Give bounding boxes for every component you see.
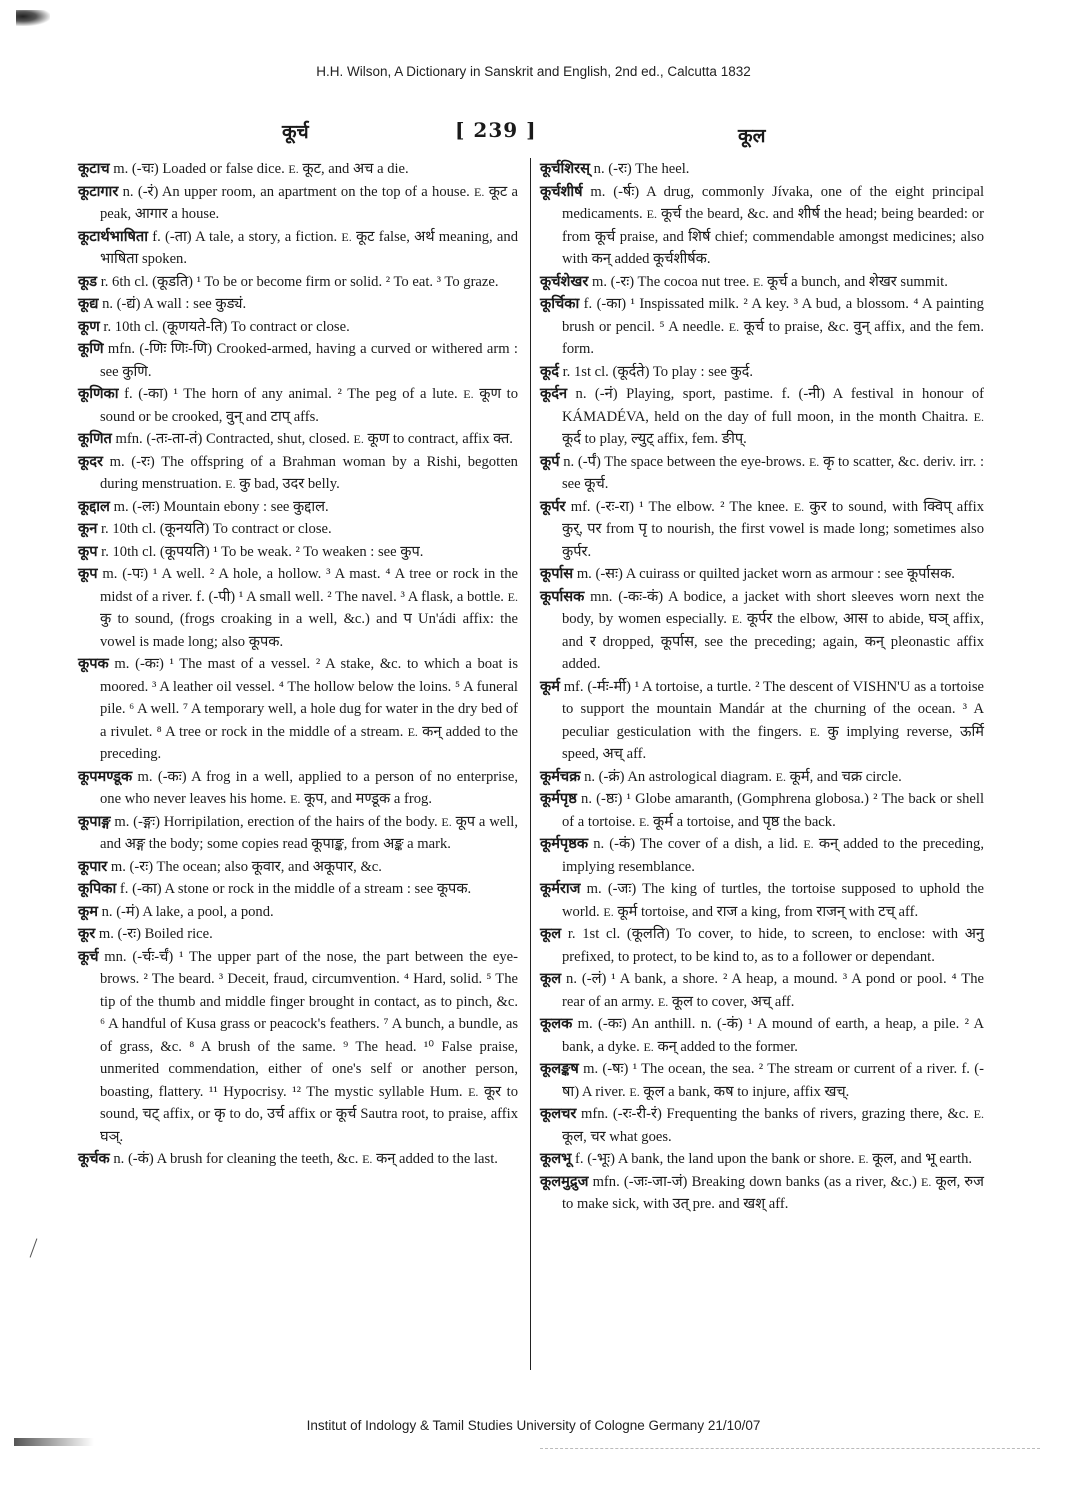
definition: Playing, sport, pastime. f. (-नी) A festival in honour of KÁMADÉVA, held on the day of full moon, in the month Chaitra. [562,386,985,425]
headword: कूलमुद्रुज [540,1173,589,1190]
grammar-info: r. 10th cl. (कूनयति) [100,521,210,537]
digitization-credit: Institut of Indology & Tamil Studies University of Cologne Germany 21/10/07 [306,1418,761,1433]
grammar-info: n. (-र्पं) [563,453,601,470]
grammar-info: n. (-कं) [113,1151,154,1167]
headword: कूर्पास [540,566,574,582]
definition: A bank, the land upon the bank or shore. [617,1151,855,1167]
dictionary-entry [78,181,518,226]
grammar-info: mn. (-र्चः-र्चं) [104,948,174,965]
definition: An astrological diagram. [627,768,772,785]
etymology-marker: E. [441,814,452,829]
headword: कूड [78,273,98,290]
grammar-info: m. (-र्षः) [590,183,640,200]
dictionary-entry [540,766,984,789]
etymology-marker: E. [639,814,650,829]
definition: The space between the eye-brows. [604,453,806,470]
etymology: कूट false, अर्थ meaning, and भाषिता spoken. [100,228,518,267]
grammar-info: mf. (-र्मः-र्मी) [563,678,631,695]
dictionary-entry [540,1103,984,1148]
dictionary-entry [540,451,984,496]
grammar-info: m. (-रः) [110,858,154,875]
etymology-marker: E. [728,319,740,334]
headword: कूणित [78,431,112,447]
grammar-info: mfn. (-णिः णिः-णि) [107,341,213,357]
definition: A cuirass or quilted jacket worn as armour : see कूर्पासक. [625,566,955,582]
grammar-info: n. (-क्रं) [584,768,625,785]
scan-artifact-line [540,1448,1040,1450]
etymology: कुर to sound, with क्विप् affix कुर्, पर from पृ to nourish, the first vowel is made long; sometimes also कुर्पर. [562,498,985,560]
dictionary-entry [540,1148,984,1171]
grammar-info: f. (-का) [583,296,627,312]
dictionary-entry [78,766,518,811]
etymology: कूप a well, and अङ्ग the body; some copies read कूपाङ्क, from अङ्क a mark. [100,813,518,852]
left-column [78,158,518,1171]
headword: कूटाच [78,161,110,177]
dictionary-entry [540,878,984,923]
etymology: कूल a bank, कष to injure, affix खच्. [643,1083,850,1100]
headword: कूर्चिका [540,296,580,312]
etymology-marker: E. [731,612,743,626]
headword: कूर [78,926,96,942]
headword: कूर्चशीर्ष [540,183,583,200]
dictionary-entry [540,1013,984,1058]
headword: कूणिका [78,386,119,402]
headword: कूणि [78,341,104,357]
etymology: कु implying reverse, ऊर्मि speed, अच् aff. [562,723,984,762]
definition: Contracted, shut, closed. [205,431,350,447]
grammar-info: f. (-ता) [152,228,192,245]
dictionary-entry [540,181,984,271]
etymology-marker: E. [808,454,820,469]
grammar-info: m. (-रः) [109,453,155,470]
etymology-marker: E. [921,1174,932,1189]
headword: कूल [540,926,562,942]
etymology-marker: E. [353,432,364,446]
definition: The ocean; also कूवार, and अकूपार, &c. [156,858,382,875]
grammar-info: m. (-रः) [591,273,635,290]
headword: कूपार [78,858,108,875]
dictionary-entry [78,541,518,564]
etymology: कन् added to the former. [657,1038,798,1055]
grammar-info: mfn. (-रः-री-रं) [581,1106,662,1122]
grammar-info: f. (-भूः) [575,1151,615,1167]
headword: कूर्मपृष्ठक [540,836,589,852]
headword: कूर्म [540,678,560,695]
dictionary-entry [540,271,984,294]
definition: ¹ A tortoise, a turtle. ² The descent of VISHN'U as a tortoise to support the mountain Mandár at the churning of the ocean. ³ A peculiar gesticulation with the fingers. [562,678,984,740]
etymology: कूल, चर what goes. [562,1128,672,1145]
headword: कूर्चक [78,1151,110,1167]
definition: To contract or close. [230,318,350,335]
headword: कूर्पासक [540,588,585,605]
etymology: कन् added to the preceding. [100,723,519,762]
definition: ¹ Inspissated milk. ² A key. ³ A bud, a blossom. ⁴ A painting brush or pencil. ⁵ A needle. [562,296,984,335]
grammar-info: r. 1st cl. (कूर्दते) [562,363,650,380]
headword: कूर्पर [540,498,566,515]
dictionary-entry [540,923,984,968]
etymology-marker: E. [290,792,301,806]
dictionary-entry [540,1171,984,1216]
right-column [540,158,984,1216]
grammar-info: mfn. (-जः-जा-जं) [592,1173,688,1190]
etymology-marker: E. [288,162,299,176]
source-citation: H.H. Wilson, A Dictionary in Sanskrit and English, 2nd ed., Calcutta 1832 [316,64,751,79]
etymology-marker: E. [474,184,485,199]
dictionary-entry [78,158,518,181]
dictionary-entry [78,271,518,294]
grammar-info: r. 6th cl. (कूडति) [100,273,193,290]
headword: कूर्च [78,948,99,965]
headword: कूप [78,543,98,560]
grammar-info: m. (-षः) [583,1061,629,1077]
etymology: कन् added to the preceding, implying resemblance. [562,836,984,875]
grammar-info: m. (-कः) [577,1016,627,1032]
definition: The king of turtles, the tortoise supposed to uphold the world. [562,881,984,920]
headword: कूर्चशिरस् [540,161,591,177]
grammar-info: n. (-नं) [575,386,618,402]
headword: कूद्य [78,296,99,312]
definition: A wall : see कुड्यं. [143,296,247,312]
definition: ¹ The ocean, the sea. ² The stream or current of a river. f. (-षा) A river. [562,1061,984,1100]
etymology-marker: E. [793,499,805,514]
etymology-marker: E. [507,589,518,604]
definition: A brush for cleaning the teeth, &c. [156,1151,359,1167]
dictionary-entry [540,361,984,384]
grammar-info: m. (-जः) [586,881,637,897]
etymology-marker: E. [463,387,474,401]
etymology-marker: E. [858,1152,869,1166]
etymology: कु bad, उदर belly. [239,476,340,492]
dictionary-entry [540,383,984,451]
etymology: कूर्म, and चक्र circle. [789,768,902,785]
definition: The heel. [635,161,690,177]
grammar-info: m. (-पः) [102,566,149,582]
etymology: कूल to cover, अच् aff. [671,993,795,1010]
definition: Frequenting the banks of rivers, grazing there, &c. [666,1106,969,1122]
grammar-info: n. (-रः) [593,161,632,177]
etymology: कन् added to the last. [376,1151,498,1167]
left-guide-word: कूर्च [282,121,309,143]
definition: An anthill. n. (-कं) ¹ A mound of earth, a heap, a pile. ² A bank, a dyke. [562,1016,985,1055]
etymology: कु to sound, (frogs croaking in a well, &c.) and प Un'ádi affix: the vowel is made long; also कूपक. [100,611,518,650]
definition: A drug, commonly Jívaka, one of the eight principal medicaments. [562,183,985,222]
headword: कूपाङ्ग [78,813,111,830]
etymology-marker: E. [603,904,614,919]
headword: कूम [78,903,98,920]
definition: The cocoa nut tree. [637,273,750,290]
etymology: कूल, and भू earth. [872,1151,973,1167]
headword: कूर्दन [540,386,568,402]
definition: ¹ The upper part of the nose, the part between the eye-brows. ² The beard. ³ Deceit, fraud, circumvention. ⁴ Hard, solid. ⁵ The tip of the thumb and middle finger brought in contact, as to pinch, &c. ⁶ A handful of Kusa grass or peacock's feathers. ⁷ A bunch, a bundle, as of grass, &c. ⁸ A brush of the same. ⁹ The head. ¹⁰ False praise, unmerited commendation, either of one's self or another person, boasting, flattery. ¹¹ Hypocrisy. ¹² The mystic syllable Hum. [100,948,518,1100]
grammar-info: mf. (-रः-रा) [570,498,634,515]
etymology: कूर्च a bunch, and शेखर summit. [767,273,948,290]
scan-artifact-top-left [16,10,50,26]
etymology-marker: E. [407,724,418,739]
etymology-marker: E. [629,1084,640,1099]
definition: The cover of a dish, a lid. [639,836,799,852]
dictionary-entry [78,428,518,451]
dictionary-entry [78,451,518,496]
definition: A lake, a pool, a pond. [142,903,274,920]
dictionary-entry [540,1058,984,1103]
etymology: कूर्म tortoise, and राज a king, from राजन् with टच् aff. [617,903,919,920]
etymology: कूप, and मण्डूक a frog. [304,791,433,807]
etymology-marker: E. [775,769,786,784]
grammar-info: f. (-का) [119,881,162,897]
headword: कूपमण्डूक [78,768,133,785]
definition: A bodice, a jacket with short sleeves worn next the body, by women especially. [562,588,985,627]
headword: कूर्मचक्र [540,768,581,785]
etymology: कूट a peak, आगार a house. [100,183,519,222]
definition: ¹ A bank, a shore. ² A heap, a mound. ³ A pond or pool. ⁴ The rear of an army. [562,971,984,1010]
definition: ¹ The horn of any animal. ² The peg of a lute. [173,386,458,402]
dictionary-entry [540,788,984,833]
grammar-info: m. (-चः) [113,161,159,177]
headword: कूण [78,318,100,335]
grammar-info: n. (-द्यं) [102,296,141,312]
page-number: [ 239 ] [455,118,537,142]
definition: Boiled rice. [144,926,213,942]
grammar-info: mfn. (-तः-ता-तं) [115,431,203,447]
dictionary-entry [78,923,518,946]
scan-artifact-bottom-left [14,1438,94,1446]
etymology-marker: E. [646,207,657,221]
etymology-marker: E. [468,1084,479,1099]
etymology: कूर्च the beard, &c. and शीर्ष the head; being bearded: or from कूर्च praise, and शिर्ष chief; commendable amongst medicines; also with कन् added कूर्चशीर्षक. [562,206,985,267]
definition: The offspring of a Brahman woman by a Rishi, begotten during menstruation. [100,453,518,492]
dictionary-entry [78,653,518,766]
etymology-marker: E. [225,477,236,491]
etymology-marker: E. [973,409,984,424]
scan-artifact-stroke [30,1238,38,1257]
etymology: कूर्च to praise, &c. वुन् affix, and the fem. form. [562,318,985,357]
etymology: कूर्म a tortoise, and पृष्ठ the back. [653,813,836,830]
right-guide-word: कूल [738,125,766,147]
dictionary-entry [540,968,984,1013]
headword: कूल [540,971,562,987]
headword: कूलक [540,1016,573,1032]
headword: कूटागार [78,183,119,200]
dictionary-entry [78,293,518,316]
dictionary-entry [540,586,984,676]
grammar-info: n. (-रं) [122,183,159,200]
dictionary-entry [540,158,984,181]
etymology-marker: E. [803,837,814,851]
etymology-marker: E. [809,724,820,739]
headword: कूलङ्कष [540,1061,579,1077]
headword: कूपक [78,656,109,672]
definition: To contract or close. [212,521,332,537]
definition: Horripilation, erection of the hairs of the body. [163,813,438,830]
etymology-marker: E. [973,1107,984,1121]
definition: ¹ To be weak. ² To weaken : see कुप. [213,543,424,560]
dictionary-entry [78,563,518,653]
headword: कूद्दाल [78,498,110,515]
dictionary-entry [78,901,518,924]
definition: A stone or rock in the middle of a stream : see कूपक. [164,881,472,897]
grammar-info: r. 1st cl. (कूलति) [567,926,670,942]
definition: ¹ The mast of a vessel. ² A stake, &c. to which a boat is moored. ³ A leather oil vessel. ⁴ The hollow below the loins. ⁵ A funeral pile. ⁶ A well. ⁷ A temporary well, a hole dug for water in the dry bed of a rivulet. ⁸ A tree or rock in the middle of a stream. [100,656,519,740]
etymology-marker: E. [341,229,352,244]
dictionary-entry [78,226,518,271]
etymology: कूण to sound or be crooked, वुन् and टाप् affs. [100,386,519,425]
dictionary-entry [540,293,984,361]
column-divider [530,158,531,1370]
grammar-info: m. (-ङ्गः) [114,813,160,830]
definition: Breaking down banks (as a river, &c.) [691,1173,917,1190]
dictionary-entry [78,1148,518,1171]
headword: कून [78,521,98,537]
etymology-marker: E. [643,1039,654,1054]
headword: कूदर [78,453,103,470]
grammar-info: mn. (-कः-कं) [590,588,664,605]
grammar-info: f. (-का) [124,386,168,402]
headword: कूर्मपृष्ठ [540,791,577,807]
etymology: कूट, and अच a die. [302,161,409,177]
grammar-info: m. (-कः) [114,656,164,672]
dictionary-entry [78,518,518,541]
etymology: कूल, रुज to make sick, with उत् pre. and खश् aff. [562,1173,984,1212]
dictionary-entry [78,316,518,339]
etymology-marker: E. [657,994,669,1009]
definition: Crooked-armed, having a curved or withered arm : see कुणि. [100,341,518,380]
grammar-info: m. (-सः) [576,566,623,582]
etymology-marker: E. [753,274,764,289]
dictionary-entry [78,946,518,1149]
etymology: कूण to contract, affix क्त. [367,431,513,447]
etymology: कूर्पर the elbow, आस to abide, घञ् affix, and र dropped, कूर्पास, see the preceding; again, कन् pleonastic affix added. [562,611,984,672]
headword: कूलभू [540,1151,572,1167]
headword: कूर्चशेखर [540,273,589,290]
definition: ¹ Globe amaranth, (Gomphrena globosa.) ² The back or shell of a tortoise. [562,791,985,830]
etymology: कूर to sound, चट् affix, or कृ to do, उर्च affix or कूर्च Sautra root, to praise, affix घञ्. [100,1083,518,1145]
dictionary-entry [78,496,518,519]
definition: ¹ A well. ² A hole, a hollow. ³ A mast. ⁴ A tree or rock in the midst of a river. f. (-पी) ¹ A small well. ² The navel. ³ A flask, a bottle. [100,566,518,605]
grammar-info: r. 10th cl. (कूणयते-ति) [103,318,228,335]
headword: कूर्मराज [540,881,581,897]
dictionary-entry [78,338,518,383]
definition: Mountain ebony : see कुद्दाल. [163,498,329,515]
definition: To play : see कुर्द. [652,363,754,380]
dictionary-entry [78,811,518,856]
dictionary-entry [78,856,518,879]
grammar-info: r. 10th cl. (कूपयति) [101,543,210,560]
headword: कूलचर [540,1106,577,1122]
definition: ¹ To be or become firm or solid. ² To eat. ³ To graze. [196,273,499,290]
grammar-info: n. (-लं) [566,971,607,987]
dictionary-entry [540,496,984,564]
grammar-info: n. (-मं) [101,903,140,920]
definition: An upper room, an apartment on the top of a house. [161,183,470,200]
headword: कूर्प [540,453,560,470]
headword: कूर्द [540,363,559,380]
grammar-info: m. (-लः) [113,498,160,515]
etymology-marker: E. [362,1152,373,1166]
dictionary-entry [540,563,984,586]
grammar-info: m. (-रः) [98,926,141,942]
etymology: कूर्द to play, ल्युट् affix, fem. ङीप्. [562,431,747,447]
headword: कूप [78,566,98,582]
grammar-info: n. (-ष्ठः) [581,791,623,807]
definition: A frog in a well, applied to a person of no enterprise, one who never leaves his home. [100,768,518,807]
definition: To cover, to hide, to screen, to enclose: with अनु prefixed, to protect, to be kind to, as to a follower or dependant. [562,926,985,965]
definition: ¹ The elbow. ² The knee. [639,498,789,515]
dictionary-entry [540,676,984,766]
headword: कूपिका [78,881,117,897]
dictionary-entry [540,833,984,878]
running-head [0,118,1067,148]
grammar-info: n. (-कं) [593,836,636,852]
grammar-info: m. (-कः) [137,768,187,785]
headword: कूटार्थभाषिता [78,228,149,245]
dictionary-entry [78,383,518,428]
definition: A tale, a story, a fiction. [195,228,338,245]
definition: Loaded or false dice. [162,161,285,177]
etymology: कृ to scatter, &c. deriv. irr. : see कूर्च. [562,453,985,492]
dictionary-entry [78,878,518,901]
